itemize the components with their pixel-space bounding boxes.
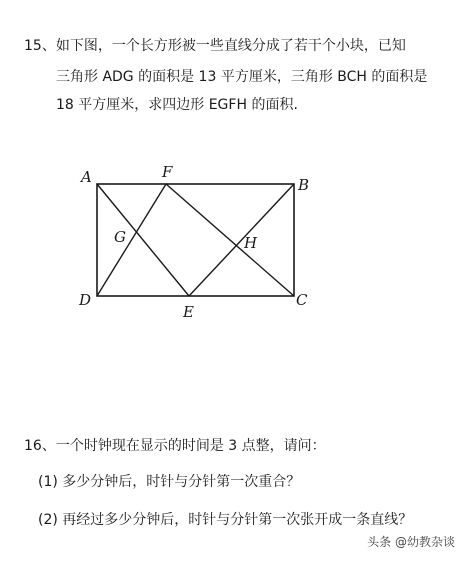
- watermark: 头条 @幼教杂谈: [367, 535, 455, 549]
- q16-subquestion-1: (1) 多少分钟后，时针与分针第一次重合？: [38, 474, 301, 490]
- label-h: H: [244, 234, 258, 252]
- q16-line-1: 16、一个时钟现在显示的时间是 3 点整，请问：: [24, 438, 326, 454]
- label-d: D: [79, 291, 92, 309]
- rectangle-abcd: [97, 184, 294, 296]
- label-a: A: [81, 168, 92, 186]
- line-fc: [166, 184, 294, 296]
- label-g: G: [114, 228, 126, 246]
- q15-line-1: 15、如下图，一个长方形被一些直线分成了若干个小块，已知: [24, 38, 406, 54]
- line-df: [97, 184, 166, 296]
- line-eb: [189, 184, 294, 296]
- label-e: E: [183, 303, 194, 321]
- line-ae: [97, 184, 189, 296]
- q16-subquestion-2: (2) 再经过多少分钟后，时针与分针第一次张开成一条直线？: [38, 512, 413, 528]
- label-c: C: [296, 291, 308, 309]
- q15-line-3: 18 平方厘米，求四边形 EGFH 的面积.: [56, 97, 298, 113]
- rectangle-figure: [56, 155, 336, 330]
- label-f: F: [162, 163, 173, 181]
- label-b: B: [298, 176, 310, 194]
- q15-line-2: 三角形 ADG 的面积是 13 平方厘米，三角形 BCH 的面积是: [56, 69, 428, 85]
